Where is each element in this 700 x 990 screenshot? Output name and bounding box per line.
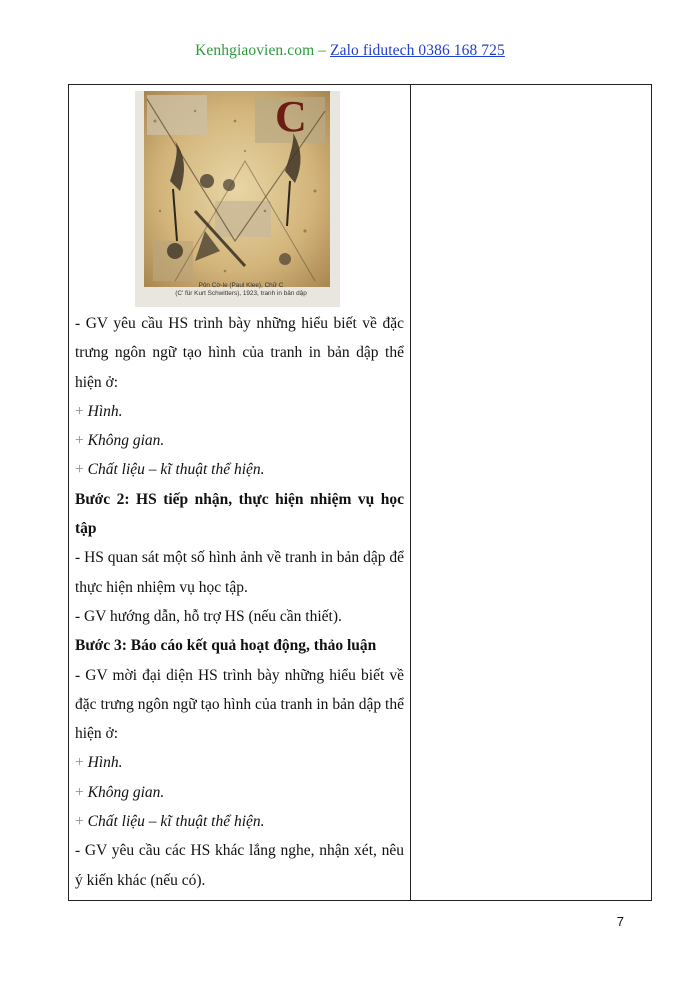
page-number: 7: [616, 914, 624, 929]
paragraph-observe: - HS quan sát một số hình ảnh về tranh in bản dập để thực hiện nhiệm vụ học tập.: [75, 549, 404, 596]
header-separator: –: [314, 42, 331, 59]
step-2-heading: Bước 2: HS tiếp nhận, thực hiện nhiệm vụ học tập: [75, 490, 404, 538]
lesson-content: [75, 309, 404, 895]
artwork-caption: [143, 282, 339, 298]
artwork-image: [135, 91, 340, 307]
list-item-material: + Chất liệu – kĩ thuật thể hiện.: [75, 461, 265, 479]
svg-text:C: C: [275, 92, 307, 141]
list-item-shape-2: + Hình.: [75, 754, 123, 772]
list-item-shape: + Hình.: [75, 402, 123, 420]
paragraph-invite: - GV mời đại diện HS trình bày những hiểu biết về đặc trưng ngôn ngữ tạo hình của tranh in bản dập thể hiện ở:: [75, 666, 404, 743]
page-header: [0, 42, 700, 60]
paragraph-feedback: - GV yêu cầu các HS khác lắng nghe, nhận xét, nêu ý kiến khác (nếu có).: [75, 842, 404, 889]
header-zalo-link[interactable]: Zalo fidutech 0386 168 725: [330, 42, 505, 59]
list-item-space: + Không gian.: [75, 432, 165, 450]
caption-line-2: (C' für Kurt Schwitters), 1923, tranh in bản dập: [175, 290, 307, 297]
left-cell: [69, 85, 410, 900]
paragraph-guide: - GV hướng dẫn, hỗ trợ HS (nếu cần thiết).: [75, 607, 342, 625]
caption-line-1: Pôn Cờ-le (Paul Klee), Chữ C: [198, 282, 284, 289]
paragraph-request: - GV yêu cầu HS trình bày những hiểu biết về đặc trưng ngôn ngữ tạo hình của tranh in bản dập thể hiện ở:: [75, 315, 404, 391]
header-site[interactable]: Kenhgiaovien.com: [195, 42, 315, 59]
list-item-space-2: + Không gian.: [75, 783, 165, 801]
list-item-material-2: + Chất liệu – kĩ thuật thể hiện.: [75, 813, 265, 831]
column-divider: [410, 85, 411, 900]
step-3-heading: Bước 3: Báo cáo kết quả hoạt động, thảo luận: [75, 637, 377, 655]
lesson-table: [68, 84, 652, 901]
